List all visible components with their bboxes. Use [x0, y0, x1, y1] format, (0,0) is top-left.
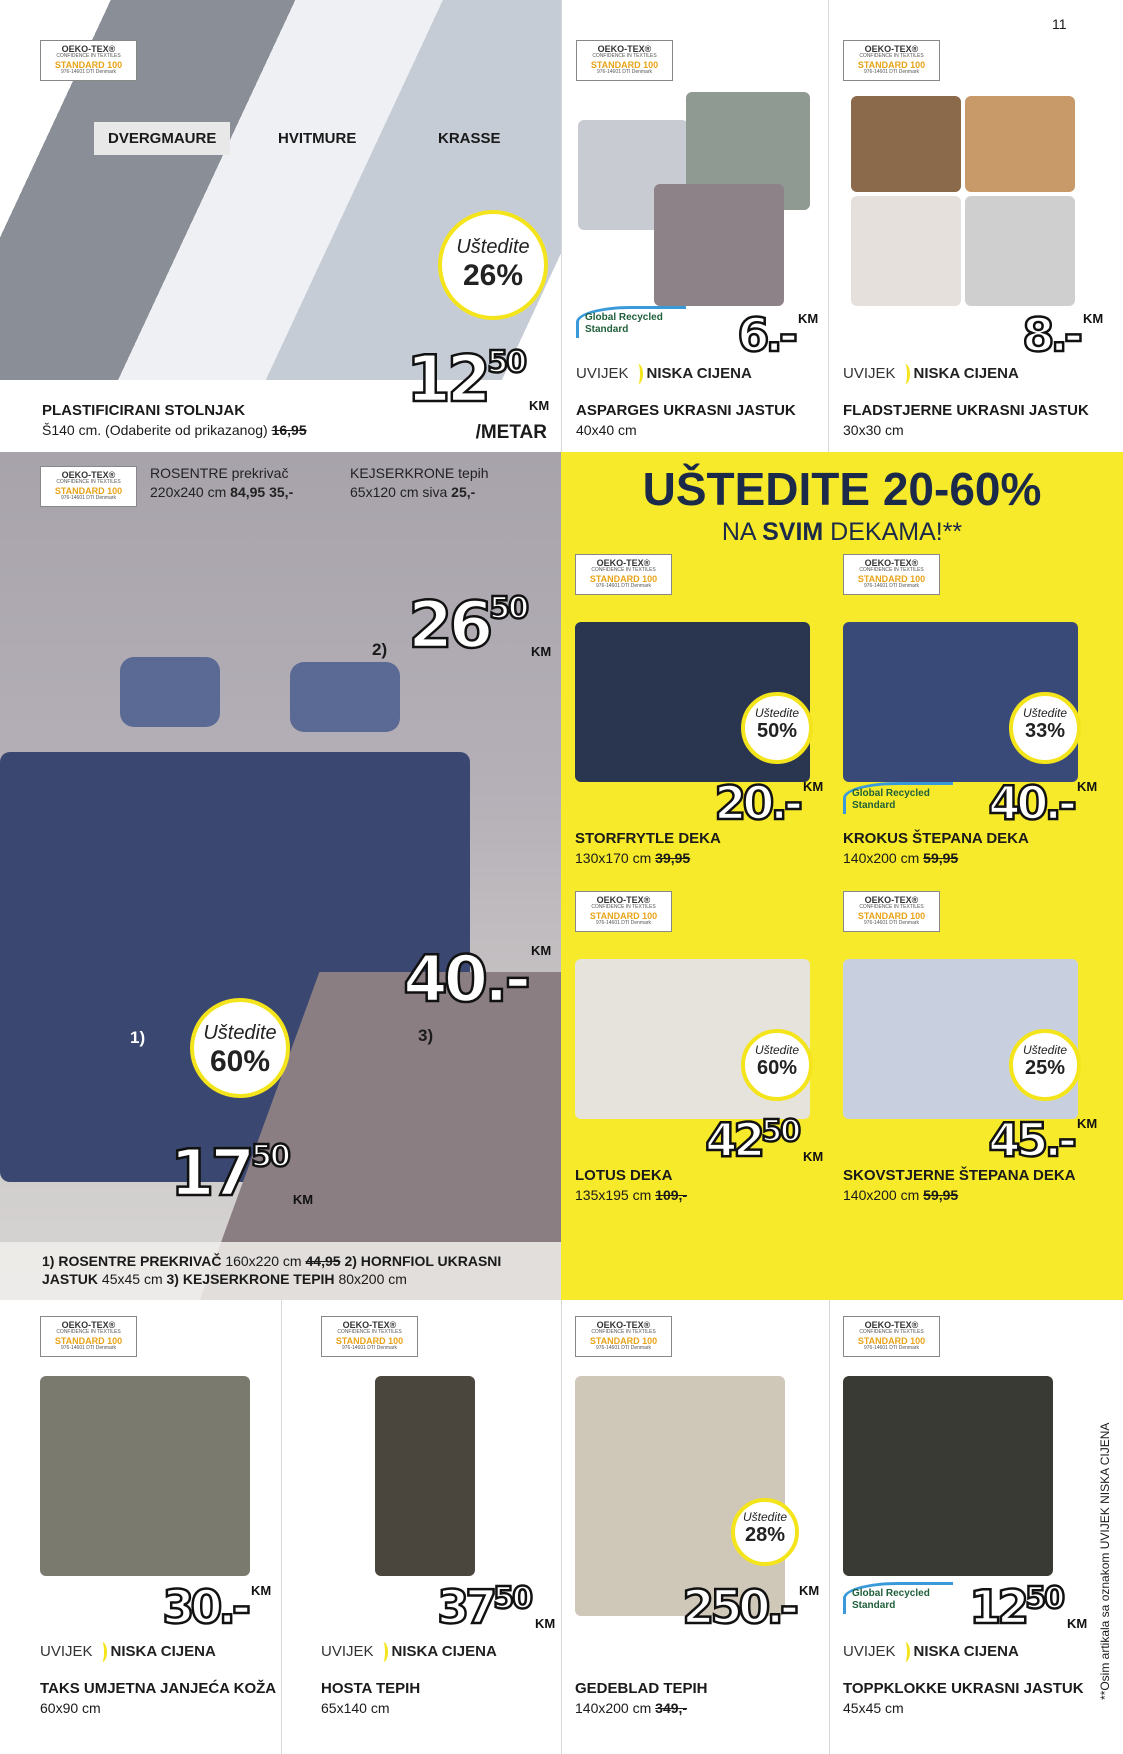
variant-label: HVITMURE [278, 130, 357, 147]
price: 1250 KM [969, 1580, 1088, 1634]
footnote: **Osim artikala sa oznakom UVIJEK NISKA CIJENA [1098, 1422, 1112, 1700]
price: 8.- KM [1022, 308, 1104, 362]
uvijek-niska-cijena: UVIJEK NISKA CIJENA [321, 1642, 497, 1662]
grs-badge: Global Recycled Standard [843, 782, 953, 814]
product-desc: Š140 cm. (Odaberite od prikazanog) 16,95 [42, 422, 307, 438]
price: 1750 KM [170, 1137, 314, 1211]
oeko-tex-badge: OEKO-TEX® CONFIDENCE IN TEXTILES STANDARD 100 976-14601 DTI Denmark [40, 466, 137, 507]
pillow-image [851, 96, 961, 192]
product-name: KROKUS ŠTEPANA DEKA [843, 830, 1029, 847]
pillow-image [120, 657, 220, 727]
uvijek-niska-cijena: UVIJEK NISKA CIJENA [576, 364, 752, 384]
uvijek-niska-cijena: UVIJEK NISKA CIJENA [843, 1642, 1019, 1662]
savings-badge: Uštedite 26% [438, 210, 548, 320]
oeko-tex-badge: OEKO-TEX® CONFIDENCE IN TEXTILES STANDARD 100 976-14601 DTI Denmark [843, 1316, 940, 1357]
product-name: SKOVSTJERNE ŠTEPANA DEKA [843, 1167, 1076, 1184]
page-number: 11 [1052, 16, 1067, 32]
kejserkrone-info: KEJSERKRONE tepih 65x120 cm siva 25,- [350, 465, 489, 500]
price: 40.- KM [403, 943, 552, 1017]
savings-badge: Uštedite 28% [731, 1498, 799, 1566]
price: 20.- KM [714, 776, 824, 830]
product-name: LOTUS DEKA [575, 1167, 673, 1184]
product-name: FLADSTJERNE UKRASNI JASTUK [843, 402, 1089, 419]
product-desc: 140x200 cm 59,95 [843, 850, 959, 866]
deke-title: UŠTEDITE 20-60% [642, 463, 1042, 515]
product-desc: 40x40 cm [576, 422, 637, 438]
price: 40.- KM [988, 776, 1098, 830]
product-name: HOSTA TEPIH [321, 1680, 421, 1697]
oeko-tex-badge: OEKO-TEX® CONFIDENCE IN TEXTILES STANDARD 100 976-14601 DTI Denmark [40, 40, 137, 81]
product-name: PLASTIFICIRANI STOLNJAK [42, 402, 246, 419]
product-name: TAKS UMJETNA JANJEĆA KOŽA [40, 1680, 277, 1697]
product-desc: 140x200 cm 349,- [575, 1700, 688, 1716]
grs-badge: Global Recycled Standard [843, 1582, 953, 1614]
item-label: 3) [418, 1026, 434, 1045]
deke-product [561, 889, 829, 1219]
bottom-product [561, 1300, 829, 1754]
product-image [843, 1376, 1053, 1576]
product-name: TOPPKLOKKE UKRASNI JASTUK [843, 1680, 1084, 1697]
bottom-product [829, 1300, 1123, 1754]
price: 45.- KM [988, 1113, 1098, 1167]
uvijek-niska-cijena: UVIJEK NISKA CIJENA [40, 1642, 216, 1662]
price: 4250 KM [705, 1113, 824, 1167]
product-image [40, 1376, 250, 1576]
deke-product [829, 552, 1123, 882]
asparges-panel [562, 0, 828, 452]
stolnjak-panel [0, 0, 561, 452]
price: 3750 KM [437, 1580, 556, 1634]
pillow-image [290, 662, 400, 732]
unit: /METAR [475, 422, 547, 443]
item-label: 1) [130, 1028, 146, 1047]
oeko-tex-badge: OEKO-TEX® CONFIDENCE IN TEXTILES STANDARD 100 976-14601 DTI Denmark [843, 40, 940, 81]
oeko-tex-badge: OEKO-TEX® CONFIDENCE IN TEXTILES STANDARD 100 976-14601 DTI Denmark [575, 554, 672, 595]
deke-product [829, 889, 1123, 1219]
product-desc: 65x140 cm [321, 1700, 390, 1716]
product-desc: 140x200 cm 59,95 [843, 1187, 959, 1203]
savings-badge: Uštedite 50% [741, 692, 813, 764]
product-desc: 60x90 cm [40, 1700, 101, 1716]
bedroom-panel [0, 452, 561, 1300]
product-desc: 30x30 cm [843, 422, 904, 438]
deke-subtitle: NA SVIM DEKAMA!** [721, 518, 963, 546]
price: 2650 KM [408, 589, 552, 663]
variant-label: KRASSE [438, 130, 501, 147]
savings-badge: Uštedite 33% [1009, 692, 1081, 764]
bedroom-caption: 1) ROSENTRE PREKRIVAČ 160x220 cm 44,95 2) HORNFIOL UKRASNI JASTUK 45x45 cm 3) KEJSERKRONE TEPIH 80x200 cm [42, 1253, 502, 1288]
fladstjerne-panel [829, 0, 1123, 452]
oeko-tex-badge: OEKO-TEX® CONFIDENCE IN TEXTILES STANDARD 100 976-14601 DTI Denmark [321, 1316, 418, 1357]
oeko-tex-badge: OEKO-TEX® CONFIDENCE IN TEXTILES STANDARD 100 976-14601 DTI Denmark [843, 554, 940, 595]
product-name: GEDEBLAD TEPIH [575, 1680, 708, 1697]
savings-badge: Uštedite 60% [741, 1029, 813, 1101]
pillow-image [965, 196, 1075, 306]
price: 6.- KM [737, 308, 819, 362]
variant-label: DVERGMAURE [94, 122, 230, 155]
pillow-image [965, 96, 1075, 192]
pillow-image [654, 184, 784, 306]
product-name: STORFRYTLE DEKA [575, 830, 721, 847]
price: 1250 KM [406, 343, 550, 417]
bottom-product [0, 1300, 281, 1754]
grs-badge: Global Recycled Standard [576, 306, 686, 338]
oeko-tex-badge: OEKO-TEX® CONFIDENCE IN TEXTILES STANDARD 100 976-14601 DTI Denmark [575, 891, 672, 932]
uvijek-niska-cijena: UVIJEK NISKA CIJENA [843, 364, 1019, 384]
item-label: 2) [372, 640, 388, 659]
pillow-image [851, 196, 961, 306]
oeko-tex-badge: OEKO-TEX® CONFIDENCE IN TEXTILES STANDARD 100 976-14601 DTI Denmark [843, 891, 940, 932]
oeko-tex-badge: OEKO-TEX® CONFIDENCE IN TEXTILES STANDARD 100 976-14601 DTI Denmark [40, 1316, 137, 1357]
product-image [375, 1376, 475, 1576]
product-desc: 130x170 cm 39,95 [575, 850, 691, 866]
deke-product [561, 552, 829, 882]
oeko-tex-badge: OEKO-TEX® CONFIDENCE IN TEXTILES STANDARD 100 976-14601 DTI Denmark [576, 40, 673, 81]
savings-badge: Uštedite 25% [1009, 1029, 1081, 1101]
product-desc: 45x45 cm [843, 1700, 904, 1716]
price: 250.- KM [682, 1580, 820, 1634]
savings-badge: Uštedite 60% [190, 998, 290, 1098]
bottom-product [281, 1300, 561, 1754]
price: 30.- KM [162, 1580, 272, 1634]
oeko-tex-badge: OEKO-TEX® CONFIDENCE IN TEXTILES STANDARD 100 976-14601 DTI Denmark [575, 1316, 672, 1357]
rosentre-info: ROSENTRE prekrivač 220x240 cm 84,95 35,- [150, 465, 294, 500]
product-desc: 135x195 cm 109,- [575, 1187, 688, 1203]
product-name: ASPARGES UKRASNI JASTUK [576, 402, 796, 419]
